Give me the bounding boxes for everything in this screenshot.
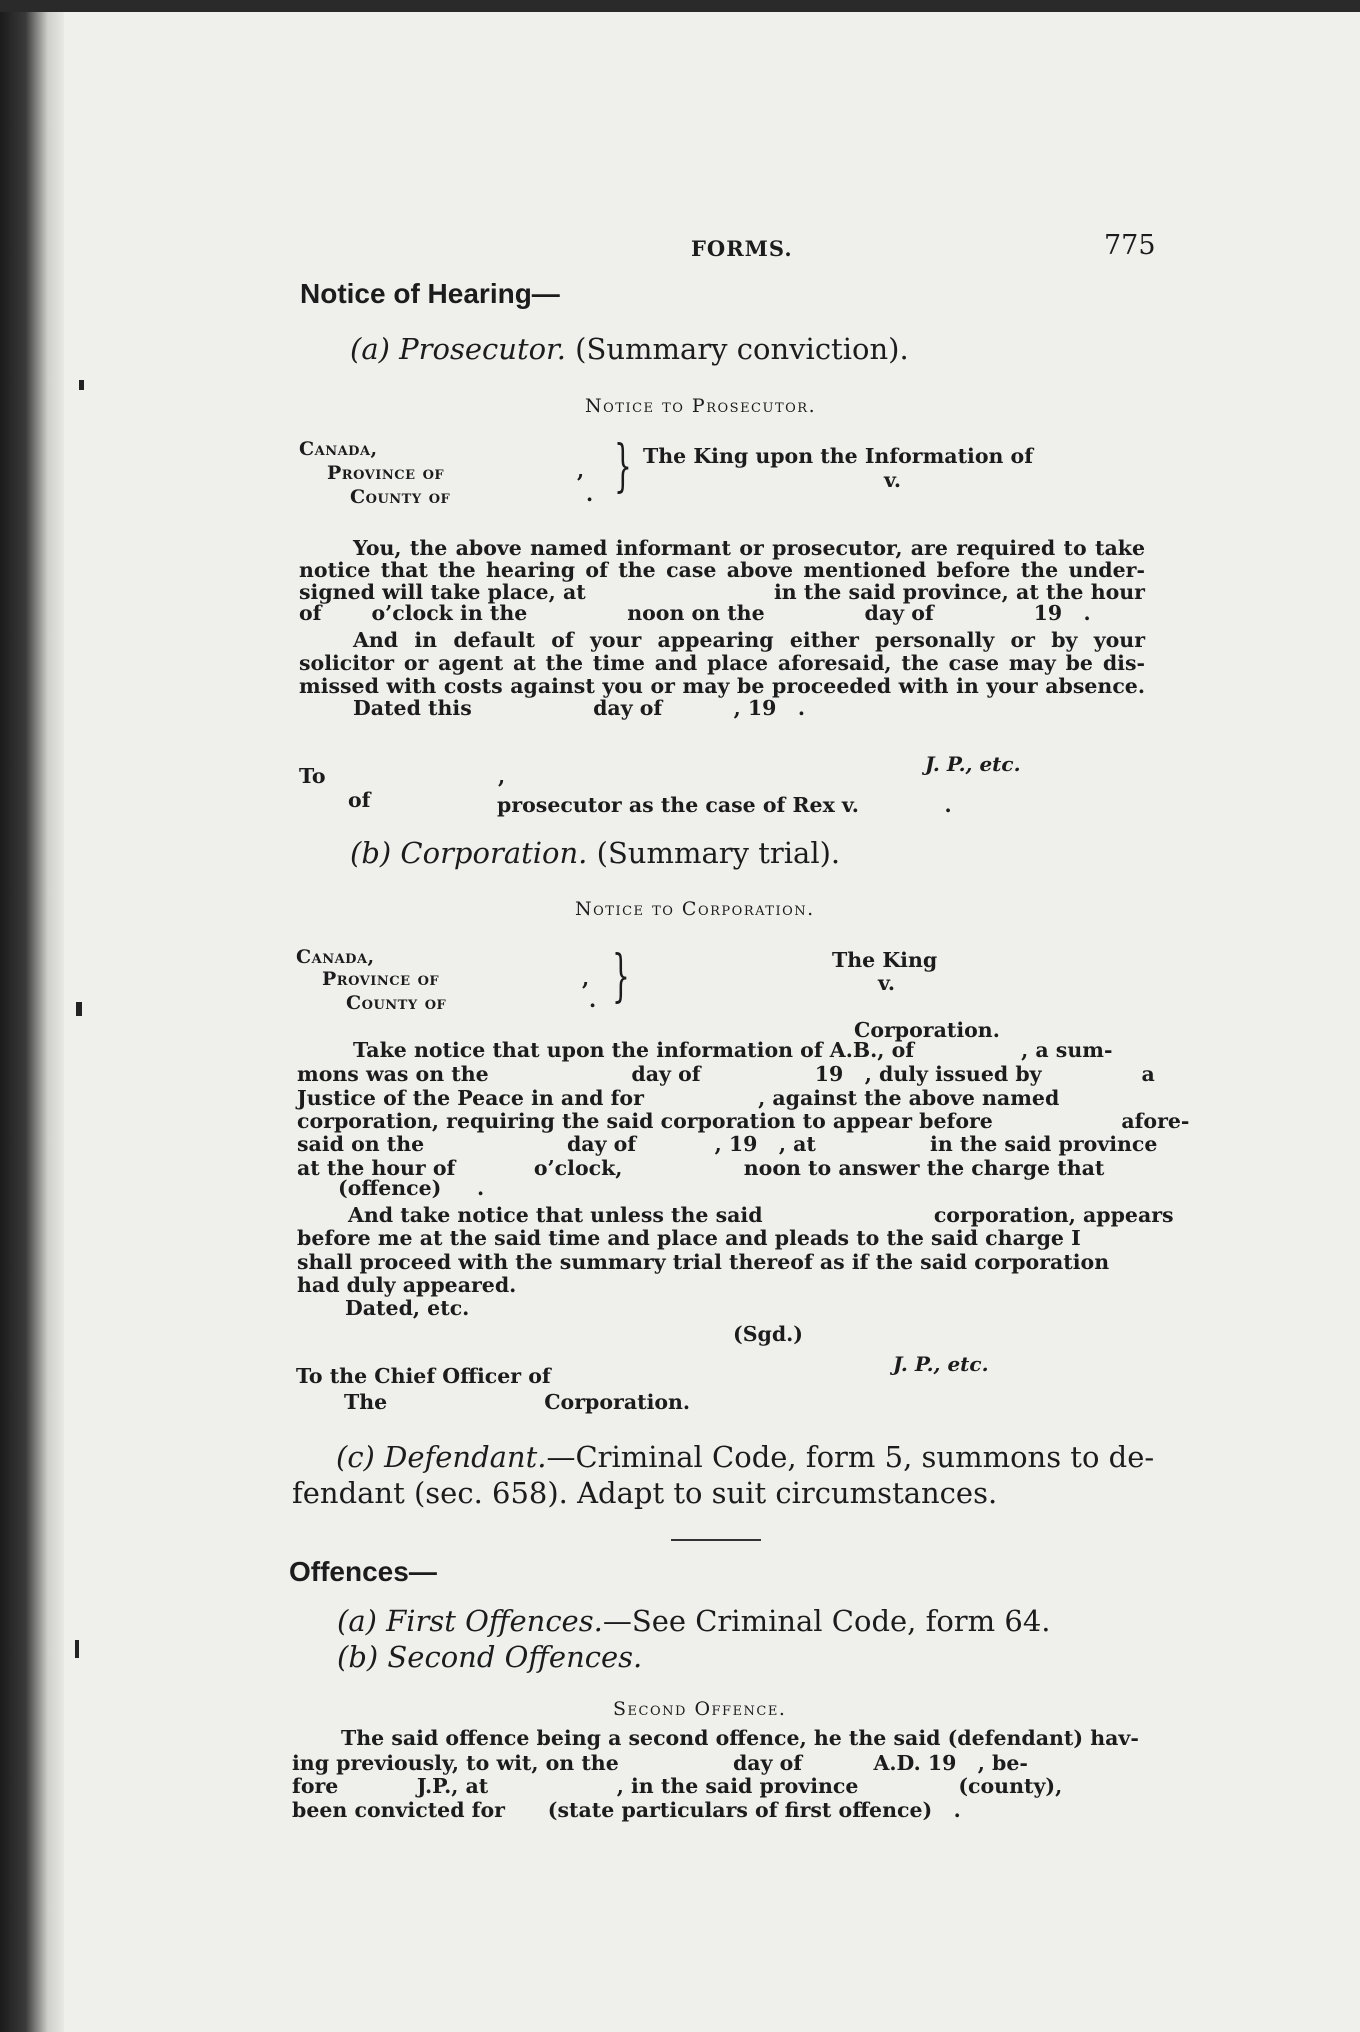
- to-comma: ,: [498, 764, 506, 788]
- signed-marker: (Sgd.): [733, 1322, 804, 1346]
- venue-province: Province of: [322, 968, 440, 990]
- body-line: notice that the hearing of the case above mentioned before the under-: [299, 558, 1145, 582]
- brace: }: [612, 944, 630, 1009]
- offence-line: (offence) .: [338, 1176, 485, 1200]
- margin-mark: [75, 1640, 79, 1658]
- case-title-line-2: v.: [878, 971, 895, 995]
- case-title-line-2: v.: [884, 468, 901, 492]
- venue-province-end: ,: [582, 966, 590, 990]
- body-line: Justice of the Peace in and for , against the above named: [297, 1086, 1060, 1110]
- body-line: missed with costs against you or may be proceeded with in your absence.: [299, 674, 1145, 698]
- of-label: of: [348, 788, 371, 812]
- venue-canada: Canada,: [296, 946, 375, 968]
- marker: (c): [336, 1440, 375, 1474]
- prosecutor-line: prosecutor as the case of Rex v. .: [497, 793, 952, 817]
- body-line: The said offence being a second offence, he the said (defendant) hav-: [341, 1726, 1139, 1750]
- brace: }: [614, 434, 632, 499]
- marker: (b): [337, 1640, 379, 1674]
- subsection-c-defendant: [336, 1440, 1154, 1474]
- caption-notice-to-corporation: Notice to Corporation.: [575, 898, 815, 920]
- venue-province: Province of: [327, 462, 445, 484]
- body-line: said on the day of , 19 , at in the said province: [297, 1132, 1158, 1156]
- case-title-line-1: The King upon the Information of: [643, 444, 1034, 468]
- subsection-a-first-offences: [337, 1604, 1051, 1638]
- body-line: been convicted for (state particulars of first offence) .: [292, 1798, 961, 1822]
- body-line: before me at the said time and place and pleads to the said charge I: [297, 1226, 1081, 1250]
- book-gutter: [0, 12, 64, 2032]
- case-title-line-3: Corporation.: [854, 1018, 1000, 1042]
- body-line: And in default of your appearing either personally or by your: [353, 628, 1145, 652]
- subsection-b-second-offences: [337, 1640, 642, 1674]
- subsection-title: Second Offences.: [387, 1640, 643, 1674]
- to-label: To: [299, 764, 326, 788]
- body-line: solicitor or agent at the time and place aforesaid, the case may be dis-: [299, 651, 1145, 675]
- venue-canada: Canada,: [299, 438, 378, 460]
- body-line: shall proceed with the summary trial thereof as if the said corporation: [297, 1250, 1110, 1274]
- body-line: ing previously, to wit, on the day of A.D. 19 , be-: [292, 1751, 1028, 1775]
- section-heading-notice-of-hearing: Notice of Hearing—: [300, 278, 560, 309]
- body-line: And take notice that unless the said corporation, appears: [348, 1203, 1174, 1227]
- subsection-title: Prosecutor.: [399, 332, 566, 366]
- running-title: FORMS.: [691, 236, 793, 261]
- venue-county: County of: [350, 486, 451, 508]
- body-line: You, the above named informant or prosecutor, are required to take: [353, 536, 1145, 560]
- venue-county-end: .: [586, 482, 594, 506]
- marker: (b): [350, 836, 392, 870]
- to-corporation: The Corporation.: [344, 1390, 691, 1414]
- marker: (a): [337, 1604, 377, 1638]
- marker: (a): [350, 332, 390, 366]
- subsection-c-continued: fendant (sec. 658). Adapt to suit circumstances.: [292, 1476, 998, 1510]
- caption-second-offence: Second Offence.: [613, 1698, 787, 1720]
- subsection-title: Defendant.: [384, 1440, 547, 1474]
- venue-county: County of: [346, 992, 447, 1014]
- body-line: mons was on the day of 19 , duly issued by a: [297, 1062, 1155, 1086]
- body-line: of o’clock in the noon on the day of 19 .: [299, 601, 1091, 625]
- subsection-rest: (Summary conviction).: [575, 332, 909, 366]
- caption-notice-to-prosecutor: Notice to Prosecutor.: [585, 395, 817, 417]
- subsection-a-prosecutor: [350, 332, 909, 366]
- body-line: fore J.P., at , in the said province (county),: [292, 1774, 1063, 1798]
- section-heading-offences: Offences—: [289, 1556, 437, 1587]
- body-line: at the hour of o’clock, noon to answer the charge that: [297, 1156, 1105, 1180]
- subsection-b-corporation: [350, 836, 840, 870]
- to-chief-officer: To the Chief Officer of: [296, 1364, 551, 1388]
- body-line: signed will take place, at in the said province, at the hour: [299, 580, 1145, 604]
- body-line: corporation, requiring the said corporation to appear before afore-: [297, 1109, 1190, 1133]
- subsection-title: Corporation.: [400, 836, 588, 870]
- subsection-rest: —Criminal Code, form 5, summons to de-: [546, 1440, 1155, 1474]
- section-divider: [671, 1539, 761, 1541]
- body-line: Take notice that upon the information of A.B., of , a sum-: [353, 1038, 1113, 1062]
- page-number: 775: [1104, 230, 1156, 261]
- dated-line: Dated, etc.: [345, 1296, 470, 1320]
- subsection-rest: —See Criminal Code, form 64.: [602, 1604, 1051, 1638]
- dated-line: Dated this day of , 19 .: [353, 696, 805, 720]
- jp-signature: J. P., etc.: [893, 1352, 989, 1376]
- jp-signature: J. P., etc.: [925, 752, 1021, 776]
- body-line: had duly appeared.: [297, 1273, 517, 1297]
- margin-mark: [76, 1002, 82, 1016]
- venue-province-end: ,: [577, 458, 585, 482]
- subsection-rest: (Summary trial).: [596, 836, 841, 870]
- case-title-line-1: The King: [832, 948, 938, 972]
- venue-county-end: .: [589, 988, 597, 1012]
- margin-mark: [79, 380, 84, 390]
- subsection-title: First Offences.: [386, 1604, 603, 1638]
